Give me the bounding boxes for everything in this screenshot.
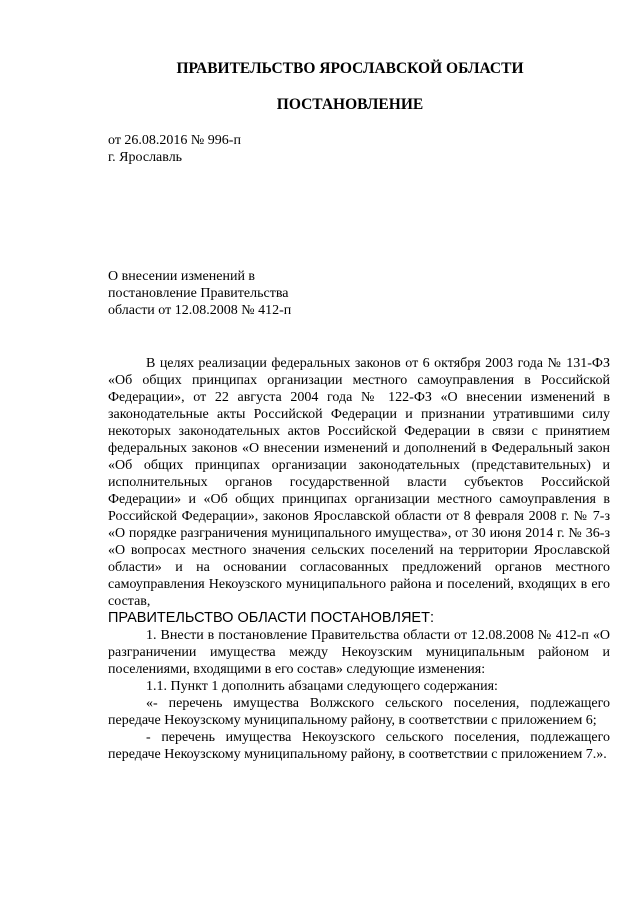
item-1-1-paragraph: 1.1. Пункт 1 дополнить абзацами следующего содержания: — [146, 679, 498, 694]
preamble-paragraph: В целях реализации федеральных законов от 6 октября 2003 года № 131-ФЗ «Об общих принципах организации местного самоуправления в Российской Федерации», от 22 августа 2004 года № 122-ФЗ «О внесении изменений в законодательные акты Российской Федерации и признании утратившими силу некоторых законодательных актов Российской Федерации в связи с принятием федеральных законов «О внесении изменений и дополнений в Федеральный закон «Об общих принципах организации законодательных (представительных) и исполнительных органов государственной власти субъектов Российской Федерации» и «Об общих принципах организации местного самоуправления в Российской Федерации», законов Ярославской области от 8 февраля 2008 г. № 7-з «О порядке разграничения муниципального имущества», от 30 июня 2014 г. № 36-з «О вопросах местного значения сельских поселений на территории Ярославской области» и на основании согласованных предложений органов местного самоуправления Некоузского муниципального района и поселений, входящих в его состав, — [108, 356, 610, 609]
document-subject — [108, 268, 291, 319]
date-number: от 26.08.2016 № 996-п — [108, 133, 241, 148]
subject-line: О внесении изменений в — [108, 269, 256, 284]
quote-paragraph: «- перечень имущества Волжского сельского поселения, подлежащего передаче Некоузскому муниципальному району, в соответствии с приложением 6; — [108, 696, 610, 728]
document-type-heading: ПОСТАНОВЛЕНИЕ — [276, 96, 424, 113]
subject-line: области от 12.08.2008 № 412-п — [108, 303, 292, 318]
document-meta — [108, 132, 241, 166]
document-body — [108, 355, 610, 763]
organization-heading: ПРАВИТЕЛЬСТВО ЯРОСЛАВСКОЙ ОБЛАСТИ — [176, 60, 524, 77]
quote-paragraph: - перечень имущества Некоузского сельского поселения, подлежащего передаче Некоузскому муниципальному району, в соответствии с приложением 7.». — [108, 730, 610, 762]
resolves-line: ПРАВИТЕЛЬСТВО ОБЛАСТИ ПОСТАНОВЛЯЕТ: — [108, 610, 434, 626]
item-1-paragraph: 1. Внести в постановление Правительства области от 12.08.2008 № 412-п «О разграничении имущества между Некоузским муниципальным районом и поселениями, входящими в его состав» следующие изменения: — [108, 628, 610, 677]
city: г. Ярославль — [108, 150, 183, 165]
subject-line: постановление Правительства — [108, 286, 289, 301]
